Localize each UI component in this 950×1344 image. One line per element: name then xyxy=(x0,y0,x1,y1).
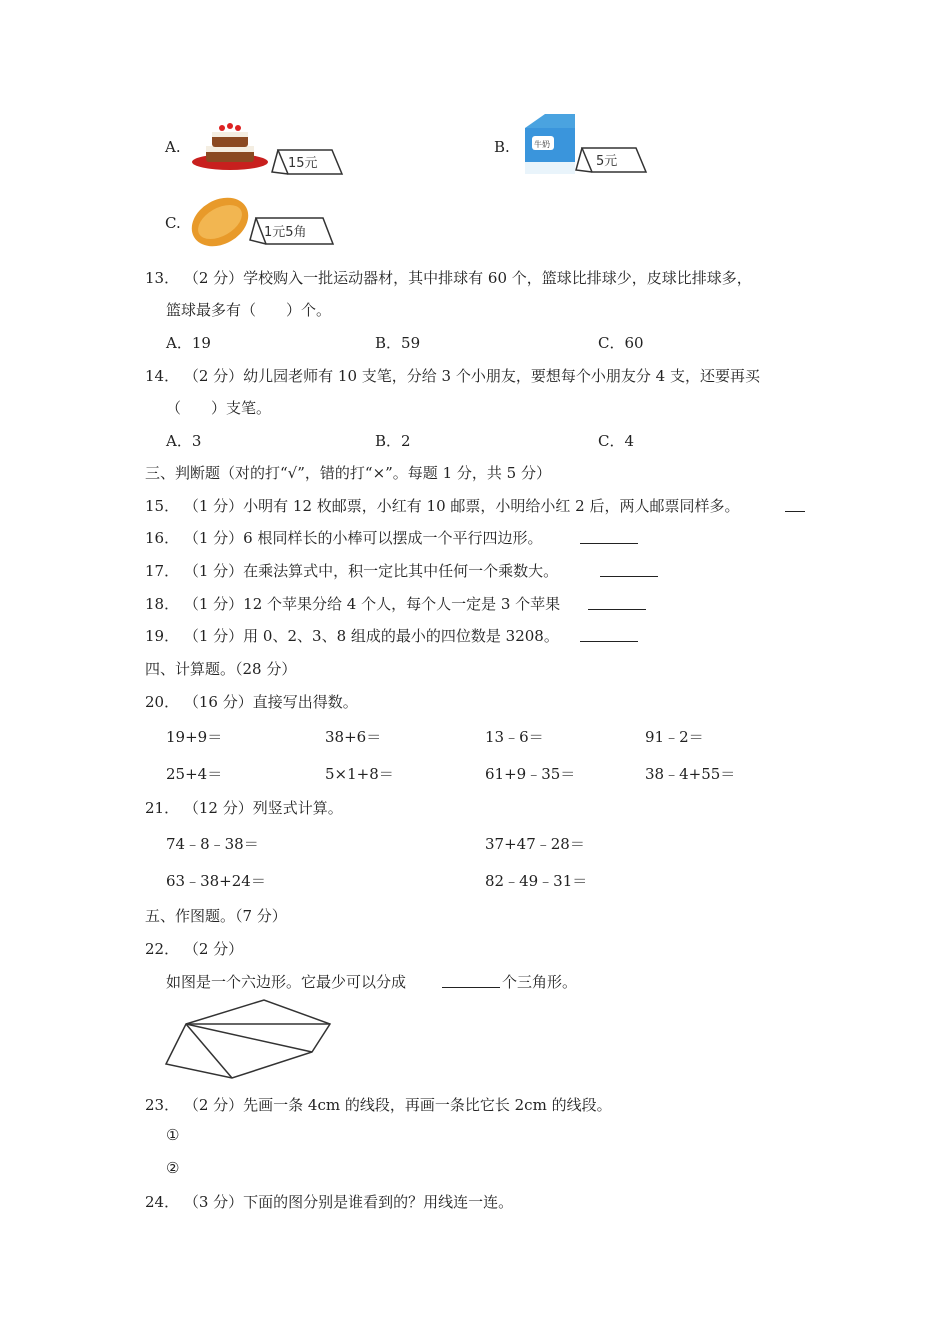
q20-title: 20． （16 分）直接写出得数。 xyxy=(145,693,358,711)
price-tag-15 xyxy=(272,150,342,174)
q21-item: 63﹣38+24＝ xyxy=(166,872,266,890)
q19-text: 19． （1 分）用 0、2、3、8 组成的最小的四位数是 3208。 xyxy=(145,627,559,645)
section-5-heading: 五、作图题。（7 分） xyxy=(145,907,287,925)
section-4-heading: 四、计算题。（28 分） xyxy=(145,660,297,678)
q20-item: 38+6＝ xyxy=(325,728,382,746)
q20-item: 25+4＝ xyxy=(166,765,223,783)
q24-title: 24． （3 分）下面的图分别是谁看到的？用线连一连。 xyxy=(145,1193,514,1211)
q13-option-c: C．60 xyxy=(598,334,644,352)
q13-line2: 篮球最多有（ ）个。 xyxy=(166,301,332,319)
q14-line1: 14． （2 分）幼儿园老师有 10 支笔，分给 3 个小朋友，要想每个小朋友分 4 支，还要再买 xyxy=(145,367,760,385)
q17-answer-blank[interactable] xyxy=(600,562,658,577)
q22-text-after: 个三角形。 xyxy=(502,973,578,991)
q15-answer-blank[interactable] xyxy=(785,497,805,512)
q20-item: 19+9＝ xyxy=(166,728,223,746)
price-tag-1-5 xyxy=(250,218,333,244)
milk-carton-image xyxy=(520,110,650,180)
q20-item: 91﹣2＝ xyxy=(645,728,704,746)
q22-text-before: 如图是一个六边形。它最少可以分成 xyxy=(166,973,407,991)
q22-title: 22． （2 分） xyxy=(145,940,244,958)
q20-item: 38﹣4+55＝ xyxy=(645,765,736,783)
section-3-heading: 三、判断题（对的打“√”，错的打“×”。每题 1 分，共 5 分） xyxy=(145,464,551,482)
hexagon-figure xyxy=(160,998,338,1082)
price-text-b: 5元 xyxy=(596,154,618,169)
q16-text: 16． （1 分）6 根同样长的小棒可以摆成一个平行四边形。 xyxy=(145,529,543,547)
q22-answer-blank[interactable] xyxy=(442,973,500,988)
q23-mark-1: ① xyxy=(166,1126,180,1144)
milk-label: 牛奶 xyxy=(534,140,550,149)
q20-item: 13﹣6＝ xyxy=(485,728,544,746)
cake-image xyxy=(190,112,345,178)
q13-option-a: A．19 xyxy=(166,334,211,352)
q20-item: 5×1+8＝ xyxy=(325,765,394,783)
option-c-letter: C. xyxy=(165,214,181,232)
q14-option-a: A．3 xyxy=(166,432,202,450)
option-a-letter: A. xyxy=(165,138,181,156)
q13-option-b: B．59 xyxy=(375,334,421,352)
q19-answer-blank[interactable] xyxy=(580,627,638,642)
q21-item: 74﹣8﹣38＝ xyxy=(166,835,259,853)
q18-answer-blank[interactable] xyxy=(588,595,646,610)
q17-text: 17． （1 分）在乘法算式中，积一定比其中任何一个乘数大。 xyxy=(145,562,559,580)
option-b-letter: B. xyxy=(494,138,510,156)
q23-mark-2: ② xyxy=(166,1159,180,1177)
q21-title: 21． （12 分）列竖式计算。 xyxy=(145,799,343,817)
price-text-a: 15元 xyxy=(288,156,318,171)
bread-image xyxy=(188,186,338,256)
q20-item: 61+9﹣35＝ xyxy=(485,765,576,783)
q15-text: 15． （1 分）小明有 12 枚邮票，小红有 10 邮票，小明给小红 2 后，两人邮票同样多。 xyxy=(145,497,740,515)
q18-text: 18． （1 分）12 个苹果分给 4 个人，每个人一定是 3 个苹果 xyxy=(145,595,561,613)
price-tag-5 xyxy=(576,148,646,172)
q23-title: 23． （2 分）先画一条 4cm 的线段，再画一条比它长 2cm 的线段。 xyxy=(145,1096,612,1114)
q21-item: 82﹣49﹣31＝ xyxy=(485,872,588,890)
q14-option-c: C．4 xyxy=(598,432,635,450)
q14-line2: （ ）支笔。 xyxy=(166,399,272,417)
q13-line1: 13． （2 分）学校购入一批运动器材，其中排球有 60 个，篮球比排球少，皮球比排球多， xyxy=(145,269,752,287)
q16-answer-blank[interactable] xyxy=(580,529,638,544)
q14-option-b: B．2 xyxy=(375,432,411,450)
price-text-c: 1元5角 xyxy=(264,225,307,240)
q21-item: 37+47﹣28＝ xyxy=(485,835,585,853)
